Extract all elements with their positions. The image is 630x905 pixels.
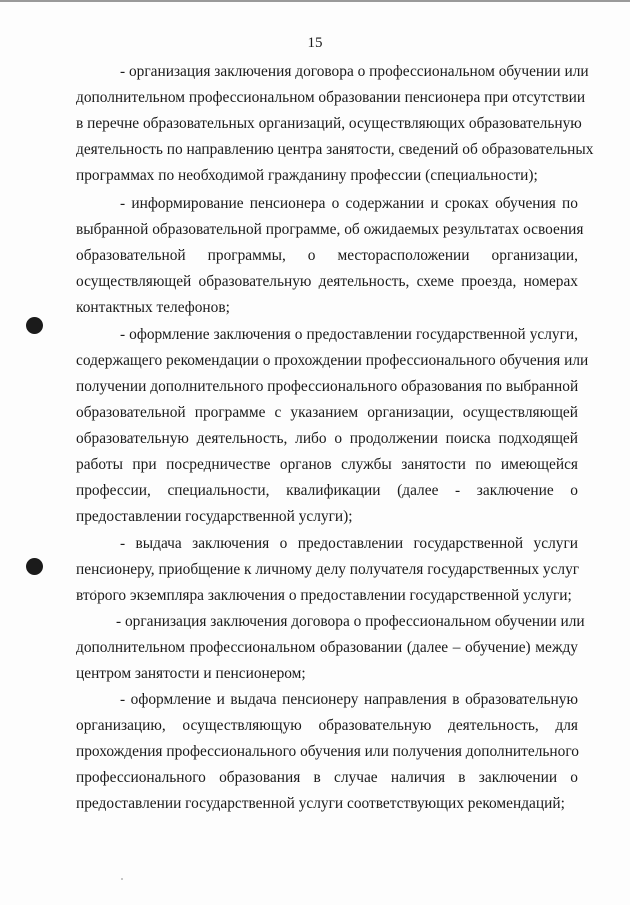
text-line: получении дополнительного профессионального образования по выбранной [76, 378, 579, 395]
text-line: контактных телефонов; [76, 299, 230, 316]
punch-hole-upper [26, 317, 43, 334]
text-line: образовательной программе с указанием организации, осуществляющей [76, 404, 578, 421]
text-line: в перечне образовательных организаций, осуществляющих образовательную [76, 115, 582, 132]
text-line: содержащего рекомендации о прохождении профессионального обучения или [76, 352, 589, 369]
text-line: профессии, специальности, квалификации (далее - заключение о [76, 482, 578, 499]
text-line: программах по необходимой гражданину профессии (специальности); [76, 167, 538, 184]
text-line: организацию, осуществляющую образовательную деятельность, для [76, 717, 578, 734]
scan-speck [121, 878, 123, 880]
text-line: осуществляющей образовательную деятельность, схеме проезда, номерах [76, 273, 578, 290]
text-line: пенсионеру, приобщение к личному делу получателя государственных услуг [76, 561, 580, 578]
text-line: - оформление и выдача пенсионеру направления в образовательную [120, 691, 578, 708]
text-line: выбранной образовательной программе, об ожидаемых результатах освоения [76, 221, 584, 238]
text-line: второго экземпляра заключения о предоставлении государственной услуги; [76, 587, 572, 604]
punch-hole-lower [26, 558, 43, 575]
scan-top-edge [0, 0, 630, 2]
text-line: предоставлении государственной услуги соответствующих рекомендаций; [76, 795, 565, 812]
text-line: предоставлении государственной услуги); [76, 508, 353, 525]
text-line: деятельность по направлению центра занятости, сведений об образовательных [76, 141, 594, 158]
text-line: профессионального образования в случае наличия в заключении о [76, 769, 578, 786]
text-line: центром занятости и пенсионером; [76, 665, 306, 682]
text-line: - выдача заключения о предоставлении государственной услуги [120, 535, 578, 552]
text-line: образовательную деятельность, либо о продолжении поиска подходящей [76, 430, 578, 447]
text-line: работы при посредничестве органов службы занятости по имеющейся [76, 456, 578, 473]
text-line: - оформление заключения о предоставлении государственной услуги, [120, 326, 578, 343]
text-line: - организация заключения договора о профессиональном обучении или [120, 63, 589, 80]
text-line: - информирование пенсионера о содержании и сроках обучения по [120, 195, 578, 212]
text-line: прохождения профессионального обучения или получения дополнительного [76, 743, 579, 760]
text-line: дополнительном профессиональном образовании пенсионера при отсутствии [76, 89, 586, 106]
text-line: дополнительном профессиональном образовании (далее – обучение) между [76, 639, 578, 656]
page-number: 15 [307, 35, 323, 51]
text-line: образовательной программы, о месторасположении организации, [76, 247, 578, 264]
text-line: - организация заключения договора о профессиональном обучении или [116, 613, 585, 630]
